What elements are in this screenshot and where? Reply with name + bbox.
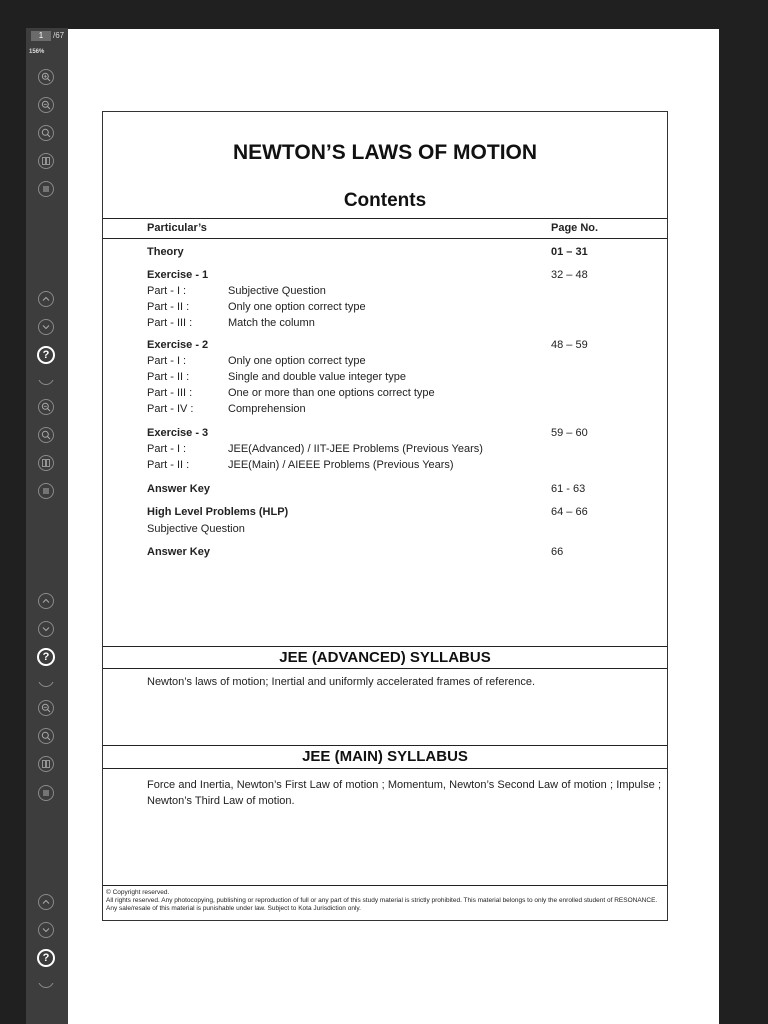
help-icon: ? [42,952,50,964]
advanced-bottom-rule [103,668,667,669]
page-number-input[interactable]: 1 [31,31,51,41]
zoom-out-icon [41,402,51,412]
col-header-page: Page No. [551,222,599,234]
advanced-syllabus-text: Newton’s laws of motion; Inertial and uniformly accelerated frames of reference. [147,676,536,688]
exercise2-label: Exercise - 2 [147,339,209,351]
exercise2-part-desc: Only one option correct type [228,355,366,367]
viewer-right-edge [719,28,768,1024]
hlp-subtitle: Subjective Question [147,523,245,535]
viewer-top-bar [0,0,768,28]
chevron-up-icon [41,596,51,606]
copyright-notice [106,889,666,913]
answer-key-page-2: 66 [551,546,564,558]
exercise3-part-desc: JEE(Advanced) / IIT-JEE Problems (Previous Years) [228,443,483,455]
magnifier-icon [41,731,51,741]
page-total: /67 [53,31,65,40]
help-button-3[interactable] [37,949,55,967]
exercise2-part: Part - II : [147,371,190,383]
magnifier-icon [41,128,51,138]
document-title: NEWTON’S LAWS OF MOTION [232,141,538,164]
zoom-fit-button-2[interactable] [38,427,54,443]
help-icon: ? [42,349,50,361]
chevron-down-icon [41,322,51,332]
next-page-button-2[interactable] [38,621,54,637]
main-top-rule [103,745,667,746]
help-button-2[interactable] [37,648,55,666]
exercise2-part-desc: One or more than one options correct type [228,387,435,399]
zoom-fit-button[interactable] [38,125,54,141]
list-view-button-2[interactable] [38,483,54,499]
advanced-syllabus-heading: JEE (ADVANCED) SYLLABUS [279,649,491,666]
zoom-out-button[interactable] [38,97,54,113]
two-page-view-button[interactable] [38,153,54,169]
copyright-details: All rights reserved. Any photocopying, publishing or reproduction of full or any part of this study material is strictly prohibited. This material belongs to only the enrolled student of RESONANCE. Any sale/resale of this material is punishable under law. Subject to Kota Jurisdiction only. [106,897,658,912]
exercise2-page: 48 – 59 [551,339,588,351]
next-page-button[interactable] [38,319,54,335]
main-bottom-rule [103,768,667,769]
contents-heading: Contents [343,190,427,211]
exercise1-part: Part - I : [147,285,187,297]
hlp-page: 64 – 66 [551,506,588,518]
exercise2-part: Part - IV : [147,403,194,415]
chevron-up-icon [41,294,51,304]
theory-page: 01 – 31 [551,246,588,258]
zoom-fit-button-3[interactable] [38,728,54,744]
two-page-view-button-3[interactable] [38,756,54,772]
help-button[interactable] [37,346,55,364]
magnifier-icon [41,430,51,440]
advanced-top-rule [103,646,667,647]
exercise1-page: 32 – 48 [551,269,588,281]
pages-icon [41,759,51,769]
theory-label: Theory [147,246,184,258]
chevron-down-icon [41,624,51,634]
zoom-in-icon [41,72,51,82]
zoom-level: 156% [29,49,45,55]
scroll-indicator-icon [38,682,54,687]
next-page-button-3[interactable] [38,922,54,938]
table-header-rule [103,238,667,239]
previous-page-button-2[interactable] [38,593,54,609]
copyright-line: © Copyright reserved. [106,889,170,896]
chevron-down-icon [41,925,51,935]
list-view-button-3[interactable] [38,785,54,801]
zoom-out-icon [41,100,51,110]
answer-key-label-2: Answer Key [147,546,210,558]
exercise1-part-desc: Subjective Question [228,285,326,297]
answer-key-page: 61 - 63 [551,483,586,495]
zoom-in-button[interactable] [38,69,54,85]
help-icon: ? [42,651,50,663]
previous-page-button-3[interactable] [38,894,54,910]
col-header-particulars: Particular’s [147,222,207,234]
hlp-label: High Level Problems (HLP) [147,506,289,518]
exercise1-label: Exercise - 1 [147,269,209,281]
list-view-button[interactable] [38,181,54,197]
zoom-out-button-3[interactable] [38,700,54,716]
exercise1-part-desc: Only one option correct type [228,301,366,313]
document-page [68,29,719,1024]
scroll-indicator-icon [38,983,54,988]
answer-key-label: Answer Key [147,483,210,495]
table-top-rule [103,218,667,219]
exercise3-part: Part - I : [147,443,187,455]
list-icon [41,788,51,798]
exercise1-part-desc: Match the column [228,317,315,329]
exercise2-part: Part - III : [147,387,193,399]
viewer-sidebar [26,28,68,1024]
page-frame [102,111,668,921]
exercise2-part-desc: Single and double value integer type [228,371,406,383]
exercise3-part-desc: JEE(Main) / AIEEE Problems (Previous Years) [228,459,454,471]
two-page-view-button-2[interactable] [38,455,54,471]
exercise3-page: 59 – 60 [551,427,588,439]
zoom-out-button-2[interactable] [38,399,54,415]
list-icon [41,184,51,194]
exercise3-part: Part - II : [147,459,190,471]
exercise3-label: Exercise - 3 [147,427,209,439]
main-syllabus-heading: JEE (MAIN) SYLLABUS [302,748,468,765]
footer-rule [103,885,667,886]
exercise1-part: Part - II : [147,301,190,313]
chevron-up-icon [41,897,51,907]
exercise2-part-desc: Comprehension [228,403,306,415]
scroll-indicator-icon [38,380,54,385]
previous-page-button[interactable] [38,291,54,307]
pages-icon [41,156,51,166]
pages-icon [41,458,51,468]
exercise1-part: Part - III : [147,317,193,329]
list-icon [41,486,51,496]
zoom-out-icon [41,703,51,713]
main-syllabus-text: Force and Inertia, Newton’s First Law of motion ; Momentum, Newton’s Second Law of motion ; Impulse ; Newton’s Third Law of motion. [147,779,661,807]
exercise2-part: Part - I : [147,355,187,367]
